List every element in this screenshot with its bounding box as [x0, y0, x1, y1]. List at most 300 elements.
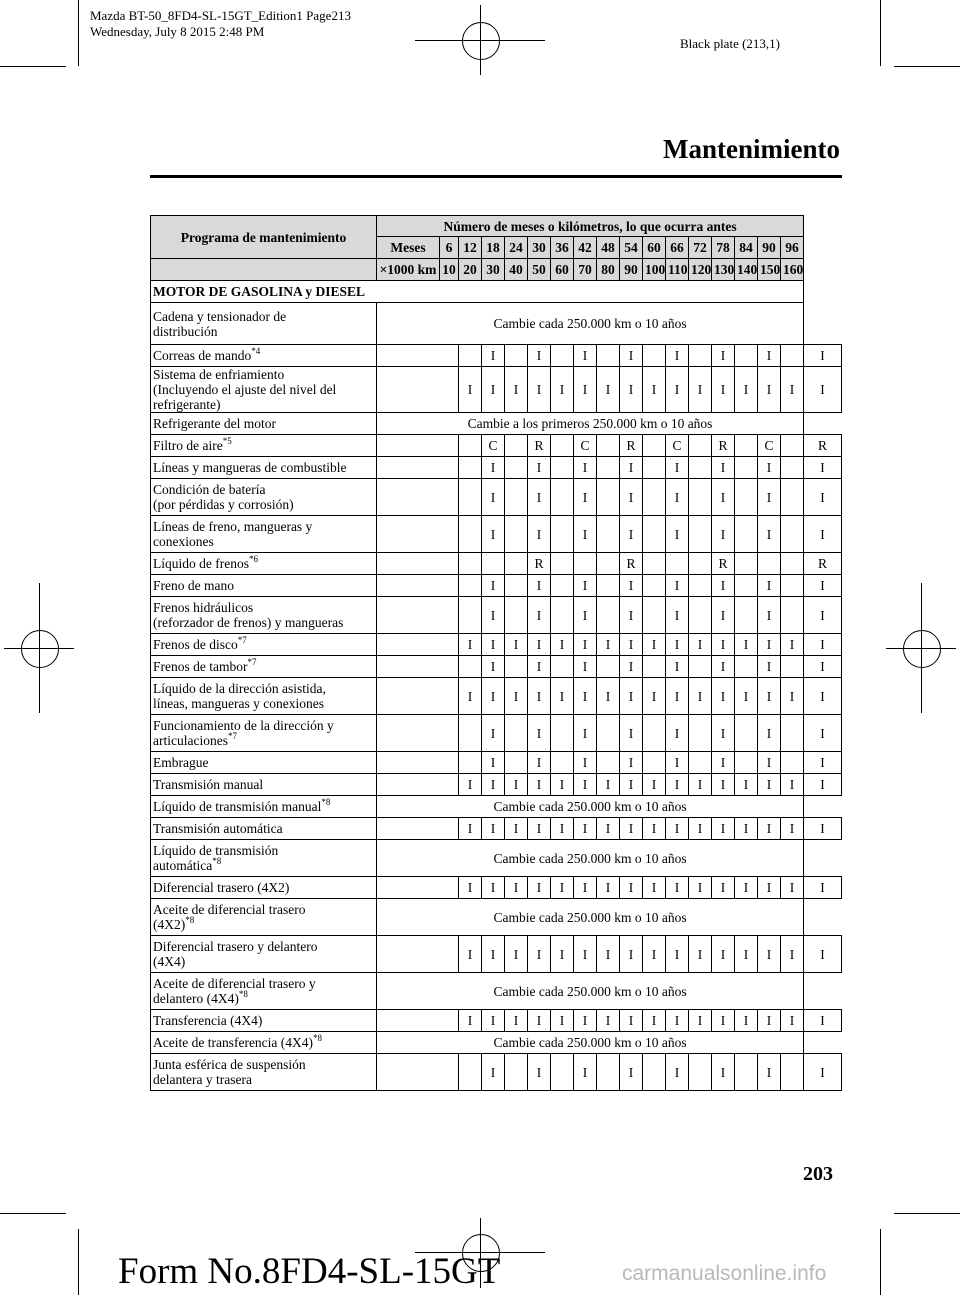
item-label: Líquido de transmisión manual [153, 799, 322, 814]
item-cell [151, 752, 377, 774]
table-row [151, 936, 842, 973]
schedule-cell: I [643, 774, 666, 796]
schedule-cell: I [735, 1010, 758, 1032]
schedule-cell: I [666, 516, 689, 553]
item-cell [151, 936, 377, 973]
schedule-cell [551, 479, 574, 516]
schedule-cell: I [620, 345, 643, 367]
table-row [151, 597, 842, 634]
item-cell [151, 774, 377, 796]
schedule-cell: I [666, 345, 689, 367]
schedule-cell [505, 516, 528, 553]
item-label: articulaciones [153, 733, 228, 748]
item-label: Líneas y mangueras de combustible [153, 460, 347, 475]
registration-circle [462, 22, 500, 60]
schedule-cell: I [528, 774, 551, 796]
schedule-cell: I [574, 936, 597, 973]
footnote-ref: *4 [251, 346, 261, 356]
item-cell [151, 1054, 377, 1091]
km-header: 50 [528, 259, 551, 281]
item-cell [151, 479, 377, 516]
schedule-cell: I [482, 1010, 505, 1032]
schedule-cell: R [804, 553, 842, 575]
schedule-cell: I [574, 877, 597, 899]
schedule-cell [505, 715, 528, 752]
schedule-cell: I [712, 936, 735, 973]
month-header: 24 [505, 237, 528, 259]
item-cell [151, 553, 377, 575]
item-label: (4X4) [153, 954, 186, 969]
schedule-cell: I [574, 656, 597, 678]
schedule-cell: I [574, 345, 597, 367]
blank-cell [377, 634, 459, 656]
table-row [151, 877, 842, 899]
schedule-cell: I [735, 877, 758, 899]
schedule-cell: I [758, 877, 781, 899]
item-cell [151, 413, 377, 435]
schedule-cell [551, 435, 574, 457]
schedule-cell: I [597, 877, 620, 899]
schedule-cell: I [666, 936, 689, 973]
table-row [151, 774, 842, 796]
schedule-cell: I [758, 516, 781, 553]
schedule-cell: I [781, 818, 804, 840]
item-label: automática [153, 858, 213, 873]
table-row [151, 303, 842, 345]
schedule-cell: I [482, 634, 505, 656]
crop-mark [880, 1229, 881, 1295]
schedule-cell [505, 575, 528, 597]
schedule-cell: I [735, 818, 758, 840]
schedule-cell [505, 597, 528, 634]
schedule-cell: I [804, 634, 842, 656]
blank-cell [377, 678, 459, 715]
item-label: distribución [153, 323, 218, 339]
schedule-cell [597, 457, 620, 479]
schedule-cell: I [574, 678, 597, 715]
schedule-cell: I [666, 774, 689, 796]
schedule-cell [643, 656, 666, 678]
schedule-cell: I [505, 1010, 528, 1032]
schedule-cell: I [781, 1010, 804, 1032]
schedule-cell: I [528, 575, 551, 597]
footnote-ref: *8 [212, 856, 222, 866]
schedule-cell: I [804, 479, 842, 516]
schedule-cell: I [505, 818, 528, 840]
schedule-cell: I [574, 774, 597, 796]
item-cell [151, 345, 377, 367]
schedule-cell [505, 345, 528, 367]
schedule-cell: I [804, 818, 842, 840]
schedule-cell [505, 457, 528, 479]
schedule-cell: I [551, 936, 574, 973]
schedule-cell [689, 715, 712, 752]
replacement-note: Cambie cada 250.000 km o 10 años [377, 1032, 804, 1054]
schedule-cell: I [528, 457, 551, 479]
schedule-cell [459, 553, 482, 575]
item-label: Embrague [153, 755, 209, 770]
schedule-cell [643, 553, 666, 575]
schedule-cell [689, 656, 712, 678]
item-label: Funcionamiento de la dirección y [153, 718, 334, 733]
item-label: Frenos de tambor [153, 659, 248, 674]
blank-cell [377, 553, 459, 575]
item-label: Frenos hidráulicos [153, 600, 254, 615]
schedule-cell: I [551, 877, 574, 899]
schedule-cell: I [620, 936, 643, 973]
schedule-cell [597, 752, 620, 774]
schedule-cell: I [574, 752, 597, 774]
schedule-cell: I [735, 634, 758, 656]
schedule-cell: I [482, 774, 505, 796]
schedule-cell: I [620, 774, 643, 796]
schedule-cell [781, 752, 804, 774]
schedule-cell: I [597, 818, 620, 840]
schedule-cell: I [758, 1010, 781, 1032]
schedule-cell: I [528, 715, 551, 752]
schedule-cell: I [482, 479, 505, 516]
schedule-cell: I [505, 877, 528, 899]
schedule-cell: I [689, 818, 712, 840]
schedule-cell: I [620, 634, 643, 656]
item-label: Condición de batería [153, 482, 266, 497]
schedule-cell: I [804, 367, 842, 413]
schedule-cell: I [482, 877, 505, 899]
schedule-cell: I [551, 818, 574, 840]
schedule-cell [758, 553, 781, 575]
month-header: 78 [712, 237, 735, 259]
blank-cell [377, 575, 459, 597]
item-label: Freno de mano [153, 578, 234, 593]
km-header: 10 [440, 259, 459, 281]
schedule-cell: I [666, 634, 689, 656]
item-cell [151, 796, 377, 818]
header-row [151, 216, 842, 237]
schedule-cell: I [574, 457, 597, 479]
schedule-cell: R [528, 435, 551, 457]
month-header: 6 [440, 237, 459, 259]
schedule-cell [735, 516, 758, 553]
schedule-cell [597, 1054, 620, 1091]
schedule-cell: I [804, 774, 842, 796]
schedule-cell [505, 435, 528, 457]
schedule-cell [689, 553, 712, 575]
km-header: 70 [574, 259, 597, 281]
table-row [151, 899, 842, 936]
km-header: 60 [551, 259, 574, 281]
schedule-cell: I [781, 367, 804, 413]
schedule-cell [735, 597, 758, 634]
item-label: (Incluyendo el ajuste del nivel del [153, 382, 337, 397]
schedule-cell: I [758, 597, 781, 634]
schedule-cell [643, 575, 666, 597]
replacement-note: Cambie a los primeros 250.000 km o 10 años [377, 413, 804, 435]
footnote-ref: *6 [248, 554, 258, 564]
schedule-cell [459, 575, 482, 597]
schedule-cell [459, 479, 482, 516]
schedule-cell: I [666, 877, 689, 899]
schedule-cell: C [666, 435, 689, 457]
table-row [151, 818, 842, 840]
schedule-cell [505, 752, 528, 774]
schedule-cell [597, 516, 620, 553]
schedule-cell [505, 553, 528, 575]
schedule-cell: I [620, 656, 643, 678]
schedule-cell [643, 1054, 666, 1091]
corner-header: Programa de mantenimiento [151, 216, 377, 259]
km-header: 90 [620, 259, 643, 281]
maintenance-schedule-table [150, 215, 842, 1091]
schedule-cell: I [666, 1010, 689, 1032]
month-header: 36 [551, 237, 574, 259]
schedule-cell [459, 457, 482, 479]
schedule-cell: I [482, 818, 505, 840]
item-cell [151, 435, 377, 457]
schedule-cell: I [689, 678, 712, 715]
schedule-cell: I [804, 936, 842, 973]
km-header: 120 [689, 259, 712, 281]
schedule-cell [689, 575, 712, 597]
item-cell [151, 597, 377, 634]
schedule-cell: I [459, 367, 482, 413]
schedule-cell [505, 656, 528, 678]
item-cell [151, 818, 377, 840]
document-timestamp: Wednesday, July 8 2015 2:48 PM [90, 24, 265, 39]
schedule-cell: I [597, 774, 620, 796]
schedule-cell: I [689, 877, 712, 899]
blank-cell [377, 752, 459, 774]
schedule-cell: I [804, 656, 842, 678]
schedule-cell: I [597, 634, 620, 656]
schedule-cell [781, 435, 804, 457]
schedule-cell [643, 479, 666, 516]
schedule-cell: I [643, 1010, 666, 1032]
item-label: Aceite de diferencial trasero y [153, 976, 316, 991]
schedule-cell: I [689, 1010, 712, 1032]
schedule-cell: I [528, 597, 551, 634]
schedule-cell: I [482, 936, 505, 973]
blank-cell [377, 774, 459, 796]
table-row [151, 516, 842, 553]
months-label: Meses [377, 237, 440, 259]
schedule-cell: I [482, 715, 505, 752]
schedule-cell [666, 553, 689, 575]
schedule-cell [735, 479, 758, 516]
item-label: delantera y trasera [153, 1072, 252, 1087]
schedule-cell [781, 597, 804, 634]
schedule-cell: I [643, 818, 666, 840]
schedule-cell: I [804, 715, 842, 752]
schedule-cell: I [574, 367, 597, 413]
table-row [151, 435, 842, 457]
schedule-cell: I [620, 752, 643, 774]
registration-circle [21, 630, 59, 668]
replacement-note: Cambie cada 250.000 km o 10 años [377, 796, 804, 818]
schedule-cell: I [528, 1010, 551, 1032]
page-number: 203 [803, 1163, 833, 1185]
footnote-ref: *5 [222, 436, 232, 446]
crop-mark [880, 0, 881, 66]
schedule-cell: I [551, 1010, 574, 1032]
schedule-cell [597, 656, 620, 678]
item-cell [151, 656, 377, 678]
schedule-cell [551, 656, 574, 678]
schedule-cell: I [735, 678, 758, 715]
schedule-cell: I [666, 479, 689, 516]
schedule-cell: I [712, 367, 735, 413]
schedule-cell [735, 715, 758, 752]
footnote-ref: *7 [237, 635, 247, 645]
item-cell [151, 516, 377, 553]
schedule-cell: I [620, 818, 643, 840]
item-label: (reforzador de frenos) y mangueras [153, 615, 344, 630]
km-header: 140 [735, 259, 758, 281]
footnote-ref: *7 [227, 731, 237, 741]
schedule-cell: I [482, 575, 505, 597]
schedule-cell: I [666, 656, 689, 678]
schedule-cell: I [666, 575, 689, 597]
km-header: 80 [597, 259, 620, 281]
section-title: Mantenimiento [663, 134, 840, 164]
schedule-cell [459, 435, 482, 457]
schedule-cell: I [804, 575, 842, 597]
section-row [151, 281, 842, 303]
schedule-cell [781, 656, 804, 678]
schedule-cell: I [574, 479, 597, 516]
schedule-cell [574, 553, 597, 575]
schedule-cell: I [758, 345, 781, 367]
schedule-cell: I [758, 1054, 781, 1091]
schedule-cell [735, 656, 758, 678]
schedule-cell: I [528, 1054, 551, 1091]
schedule-cell: I [528, 479, 551, 516]
schedule-cell [597, 345, 620, 367]
schedule-cell [643, 516, 666, 553]
schedule-cell: I [482, 367, 505, 413]
km-header: 20 [459, 259, 482, 281]
schedule-cell: I [689, 367, 712, 413]
schedule-cell [781, 479, 804, 516]
item-label: Transferencia (4X4) [153, 1013, 263, 1028]
document-info [90, 8, 351, 40]
schedule-cell [735, 752, 758, 774]
crop-mark [894, 66, 960, 67]
schedule-cell [735, 553, 758, 575]
item-label: líneas, mangueras y conexiones [153, 696, 324, 711]
km-header: 100 [643, 259, 666, 281]
schedule-cell [459, 516, 482, 553]
replacement-note: Cambie cada 250.000 km o 10 años [377, 973, 804, 1010]
schedule-cell [551, 715, 574, 752]
schedule-cell: C [482, 435, 505, 457]
schedule-cell [597, 597, 620, 634]
schedule-cell: I [781, 774, 804, 796]
schedule-cell: I [551, 367, 574, 413]
schedule-cell: I [620, 1054, 643, 1091]
item-label: Diferencial trasero y delantero [153, 939, 318, 954]
schedule-cell [597, 575, 620, 597]
item-label: delantero (4X4) [153, 991, 239, 1006]
schedule-cell: I [620, 597, 643, 634]
schedule-cell: I [643, 634, 666, 656]
item-cell [151, 678, 377, 715]
km-header: 40 [505, 259, 528, 281]
month-header: 48 [597, 237, 620, 259]
blank-cell [377, 656, 459, 678]
schedule-cell [643, 435, 666, 457]
item-label: Líquido de frenos [153, 556, 249, 571]
schedule-cell: C [574, 435, 597, 457]
item-label: conexiones [153, 534, 214, 549]
schedule-cell [551, 457, 574, 479]
schedule-cell: I [758, 479, 781, 516]
schedule-cell [689, 479, 712, 516]
footnote-ref: *8 [185, 915, 195, 925]
schedule-cell: I [735, 936, 758, 973]
schedule-cell: I [643, 678, 666, 715]
km-label: ×1000 km [377, 259, 440, 281]
month-header: 66 [666, 237, 689, 259]
schedule-cell: I [643, 877, 666, 899]
schedule-cell: I [781, 678, 804, 715]
schedule-cell [551, 516, 574, 553]
schedule-cell: I [620, 877, 643, 899]
schedule-cell: I [574, 1054, 597, 1091]
month-header: 42 [574, 237, 597, 259]
schedule-cell: I [804, 877, 842, 899]
schedule-cell: I [666, 818, 689, 840]
item-cell [151, 457, 377, 479]
schedule-cell [689, 752, 712, 774]
crop-mark [78, 0, 79, 66]
schedule-cell: I [712, 715, 735, 752]
schedule-cell: I [666, 715, 689, 752]
schedule-cell: I [528, 752, 551, 774]
schedule-cell: I [666, 678, 689, 715]
schedule-cell: I [459, 818, 482, 840]
crop-mark [894, 1213, 960, 1214]
schedule-cell: I [482, 656, 505, 678]
form-number: Form No.8FD4-SL-15GT [118, 1251, 501, 1292]
item-cell [151, 367, 377, 413]
schedule-cell: I [712, 1054, 735, 1091]
schedule-cell: I [482, 752, 505, 774]
replacement-note: Cambie cada 250.000 km o 10 años [377, 840, 804, 877]
blank-cell [377, 1054, 459, 1091]
blank-cell [377, 516, 459, 553]
schedule-cell: I [620, 575, 643, 597]
table-row [151, 575, 842, 597]
schedule-cell: I [758, 936, 781, 973]
crop-mark [78, 1229, 79, 1295]
schedule-cell [781, 715, 804, 752]
schedule-cell: I [574, 715, 597, 752]
month-header: 90 [758, 237, 781, 259]
item-label: Líneas de freno, mangueras y [153, 519, 313, 534]
schedule-cell: I [712, 345, 735, 367]
schedule-cell: I [459, 877, 482, 899]
schedule-cell [643, 457, 666, 479]
schedule-cell: I [528, 345, 551, 367]
schedule-cell [551, 553, 574, 575]
schedule-cell: I [666, 457, 689, 479]
km-header: 160 [781, 259, 804, 281]
schedule-cell: I [735, 367, 758, 413]
schedule-cell [735, 435, 758, 457]
month-header: 84 [735, 237, 758, 259]
schedule-cell: I [666, 752, 689, 774]
schedule-cell: I [758, 752, 781, 774]
